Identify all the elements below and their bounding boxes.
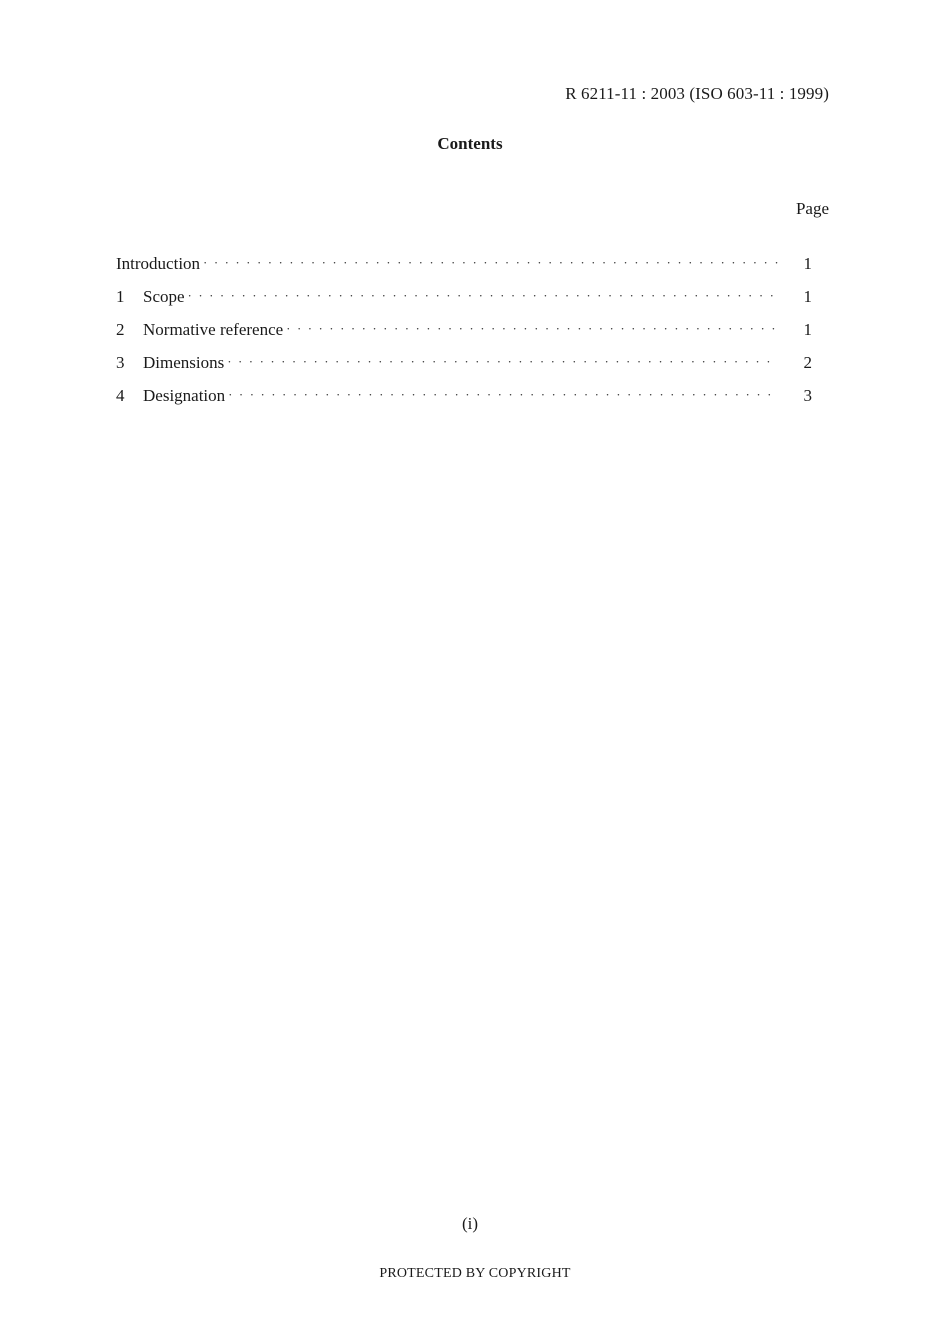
- table-of-contents: [116, 254, 812, 419]
- toc-entry-introduction[interactable]: [116, 254, 812, 287]
- dot-leader: [227, 354, 778, 370]
- dot-leader: [203, 255, 778, 271]
- toc-entry-normative-reference[interactable]: [116, 320, 812, 353]
- page-column-label: Page: [795, 199, 829, 218]
- dot-leader: [188, 288, 778, 304]
- toc-entry-number: 1: [116, 287, 125, 306]
- toc-entry-dimensions[interactable]: [116, 353, 812, 386]
- copyright-notice: PROTECTED BY COPYRIGHT: [379, 1266, 571, 1281]
- toc-entry-page: 1: [803, 287, 812, 306]
- footer-page-number: (i): [461, 1214, 479, 1233]
- toc-entry-page: 2: [803, 353, 812, 372]
- toc-entry-page: 1: [803, 320, 812, 339]
- toc-entry-title: Designation: [143, 386, 226, 405]
- toc-entry-scope[interactable]: [116, 287, 812, 320]
- toc-entry-number: 4: [116, 386, 125, 405]
- contents-heading: Contents: [437, 134, 503, 153]
- toc-entry-number: 2: [116, 320, 125, 339]
- dot-leader: [228, 387, 778, 403]
- toc-entry-designation[interactable]: [116, 386, 812, 419]
- toc-entry-title: Normative reference: [143, 320, 284, 339]
- toc-entry-title: Dimensions: [143, 353, 225, 372]
- toc-entry-page: 3: [803, 386, 812, 405]
- toc-entry-page: 1: [803, 254, 812, 273]
- toc-entry-title: Scope: [143, 287, 185, 306]
- dot-leader: [286, 321, 778, 337]
- toc-entry-title: Introduction: [116, 254, 201, 273]
- toc-entry-number: 3: [116, 353, 125, 372]
- document-identifier: R 6211-11 : 2003 (ISO 603-11 : 1999): [565, 84, 829, 103]
